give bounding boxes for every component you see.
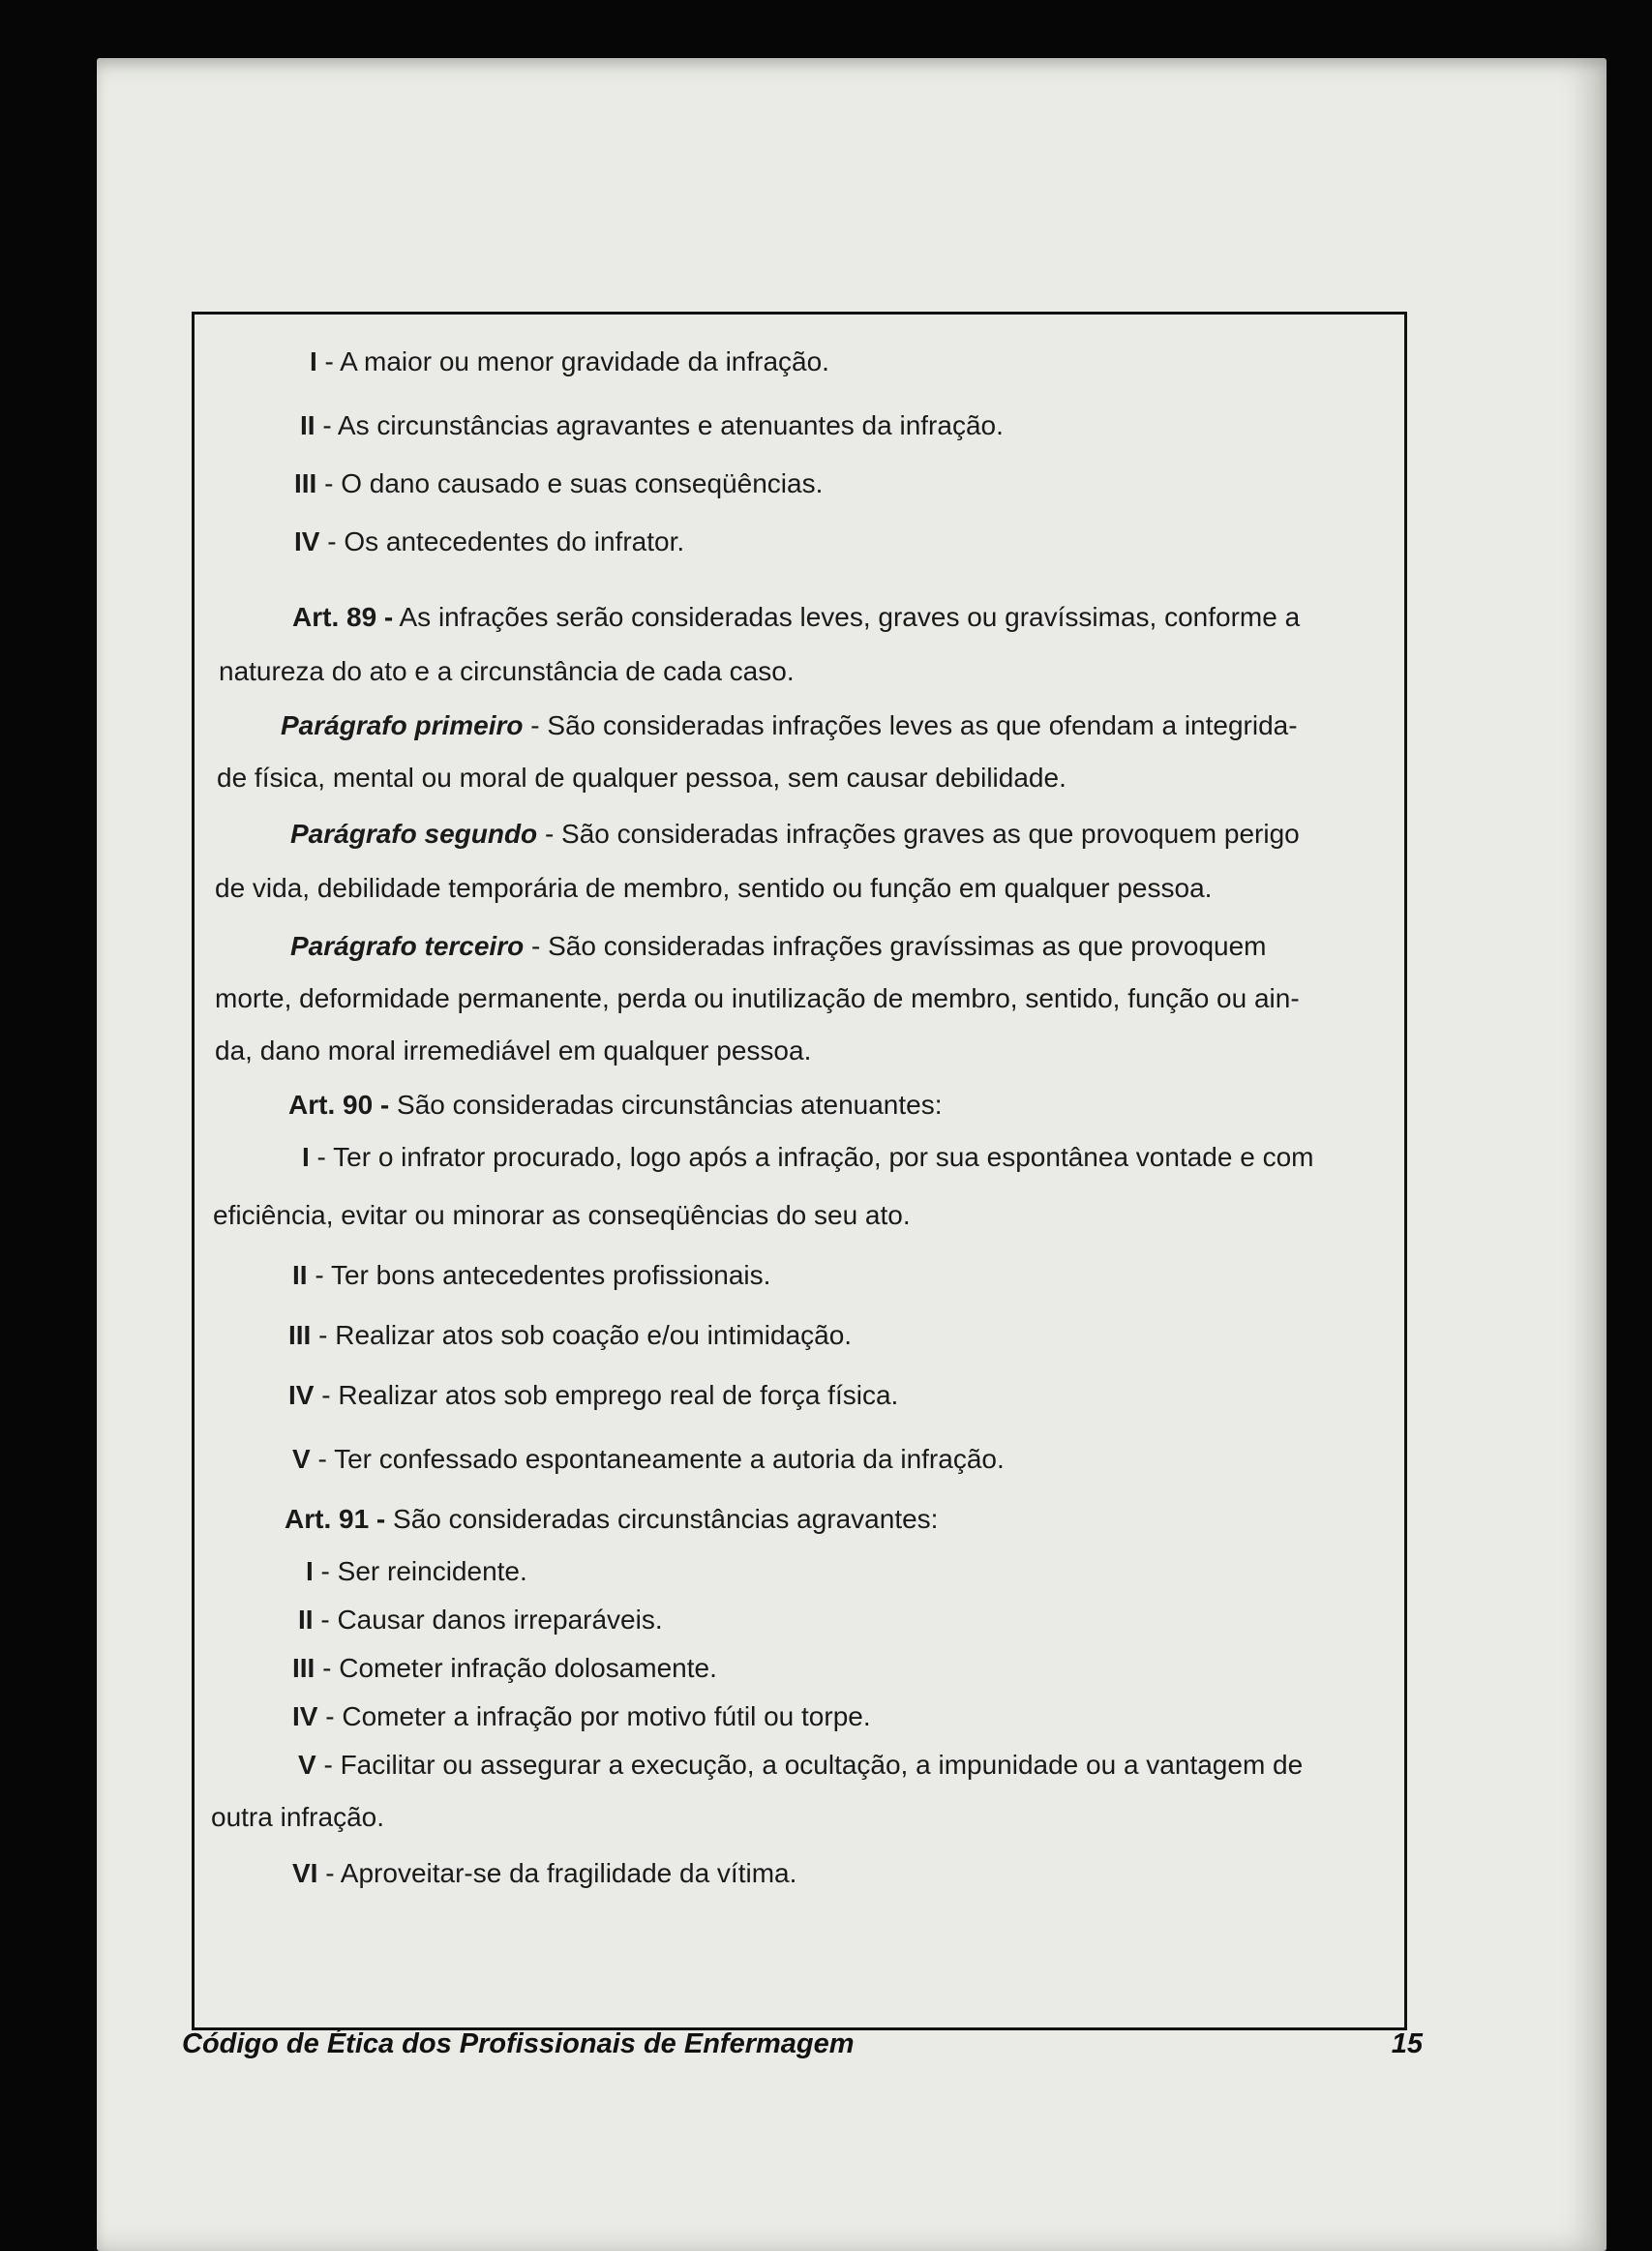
- item-numeral: IV: [294, 526, 320, 556]
- item-text: - Cometer infração dolosamente.: [315, 1653, 717, 1683]
- footer-title: Código de Ética dos Profissionais de Enfermagem: [182, 2028, 855, 2059]
- paragraph-terceiro-cont: [215, 1035, 811, 1066]
- list-item: [294, 468, 823, 499]
- item-numeral: I: [302, 1142, 310, 1172]
- list-item-cont: [213, 1200, 911, 1231]
- paragraph-label: Parágrafo segundo: [290, 819, 538, 849]
- article-91: [285, 1504, 938, 1535]
- item-text: - Aproveitar-se da fragilidade da vítima.: [317, 1858, 797, 1888]
- item-text: - As circunstâncias agravantes e atenuantes da infração.: [315, 410, 1004, 440]
- item-numeral: IV: [288, 1380, 315, 1410]
- item-text: - Realizar atos sob coação e/ou intimidação.: [311, 1320, 853, 1350]
- article-label: Art. 90 -: [288, 1090, 390, 1120]
- paragraph-text: de vida, debilidade temporária de membro, sentido ou função em qualquer pessoa.: [215, 873, 1213, 903]
- item-numeral: V: [298, 1750, 316, 1780]
- page-footer: [182, 2028, 1423, 2069]
- list-item: [292, 1701, 871, 1732]
- list-item: [292, 1444, 1005, 1475]
- item-numeral: IV: [292, 1701, 318, 1731]
- article-label: Art. 89 -: [292, 602, 394, 632]
- list-item: [294, 526, 684, 557]
- paragraph-segundo-cont: [215, 873, 1212, 904]
- article-text: São consideradas circunstâncias agravantes:: [385, 1504, 939, 1534]
- paragraph-text: da, dano moral irremediável em qualquer pessoa.: [215, 1035, 812, 1065]
- list-item: [298, 1605, 663, 1636]
- paragraph-text: - São consideradas infrações graves as que provoquem perigo: [537, 819, 1300, 849]
- item-numeral: II: [292, 1260, 308, 1290]
- article-label: Art. 91 -: [285, 1504, 386, 1534]
- item-text: - Realizar atos sob emprego real de força física.: [314, 1380, 899, 1410]
- item-text: - Facilitar ou assegurar a execução, a ocultação, a impunidade ou a vantagem de: [315, 1750, 1304, 1780]
- list-item: [310, 346, 829, 377]
- paragraph-text: - São consideradas infrações gravíssimas as que provoquem: [524, 931, 1267, 961]
- paragraph-terceiro: [290, 931, 1267, 962]
- page-number: 15: [1391, 2028, 1423, 2059]
- list-item-cont: [211, 1802, 384, 1833]
- item-numeral: I: [310, 346, 317, 376]
- item-text: - Cometer a infração por motivo fútil ou torpe.: [317, 1701, 871, 1731]
- item-text: - Ser reincidente.: [313, 1556, 527, 1586]
- item-text: - O dano causado e suas conseqüências.: [316, 468, 824, 498]
- document-content: [192, 312, 1401, 2025]
- list-item: [288, 1320, 852, 1351]
- item-numeral: III: [294, 468, 317, 498]
- item-numeral: III: [292, 1653, 315, 1683]
- paragraph-label: Parágrafo terceiro: [290, 931, 525, 961]
- item-text: eficiência, evitar ou minorar as conseqüências do seu ato.: [213, 1200, 911, 1230]
- list-item: [302, 1142, 1313, 1173]
- item-numeral: II: [300, 410, 315, 440]
- article-text: natureza do ato e a circunstância de cada caso.: [219, 656, 795, 686]
- list-item: [298, 1750, 1303, 1781]
- item-numeral: III: [288, 1320, 312, 1350]
- item-numeral: VI: [292, 1858, 318, 1888]
- paragraph-label: Parágrafo primeiro: [281, 710, 524, 740]
- paragraph-text: morte, deformidade permanente, perda ou inutilização de membro, sentido, função ou ain-: [215, 983, 1300, 1013]
- item-text: - Os antecedentes do infrator.: [319, 526, 685, 556]
- paragraph-text: - São consideradas infrações leves as que ofendam a integrida-: [523, 710, 1298, 740]
- article-text: As infrações serão consideradas leves, graves ou gravíssimas, conforme a: [393, 602, 1301, 632]
- article-text: São consideradas circunstâncias atenuantes:: [389, 1090, 943, 1120]
- paragraph-terceiro-cont: [215, 983, 1300, 1014]
- list-item: [300, 410, 1004, 441]
- item-text: - Ter o infrator procurado, logo após a infração, por sua espontânea vontade e com: [309, 1142, 1314, 1172]
- list-item: [292, 1653, 717, 1684]
- paragraph-primeiro: [281, 710, 1298, 741]
- paragraph-segundo: [290, 819, 1300, 850]
- paragraph-text: de física, mental ou moral de qualquer pessoa, sem causar debilidade.: [217, 763, 1066, 793]
- article-89: [292, 602, 1300, 633]
- item-numeral: II: [298, 1605, 314, 1635]
- item-numeral: I: [306, 1556, 314, 1586]
- item-text: - A maior ou menor gravidade da infração.: [316, 346, 829, 376]
- item-text: outra infração.: [211, 1802, 384, 1832]
- item-text: - Ter confessado espontaneamente a autoria da infração.: [310, 1444, 1005, 1474]
- paragraph-primeiro-cont: [217, 763, 1066, 794]
- item-numeral: V: [292, 1444, 311, 1474]
- article-89-cont: [219, 656, 795, 687]
- item-text: - Ter bons antecedentes profissionais.: [307, 1260, 771, 1290]
- list-item: [292, 1260, 770, 1291]
- list-item: [288, 1380, 898, 1411]
- article-90: [288, 1090, 943, 1121]
- item-text: - Causar danos irreparáveis.: [313, 1605, 663, 1635]
- list-item: [306, 1556, 527, 1587]
- list-item: [292, 1858, 796, 1889]
